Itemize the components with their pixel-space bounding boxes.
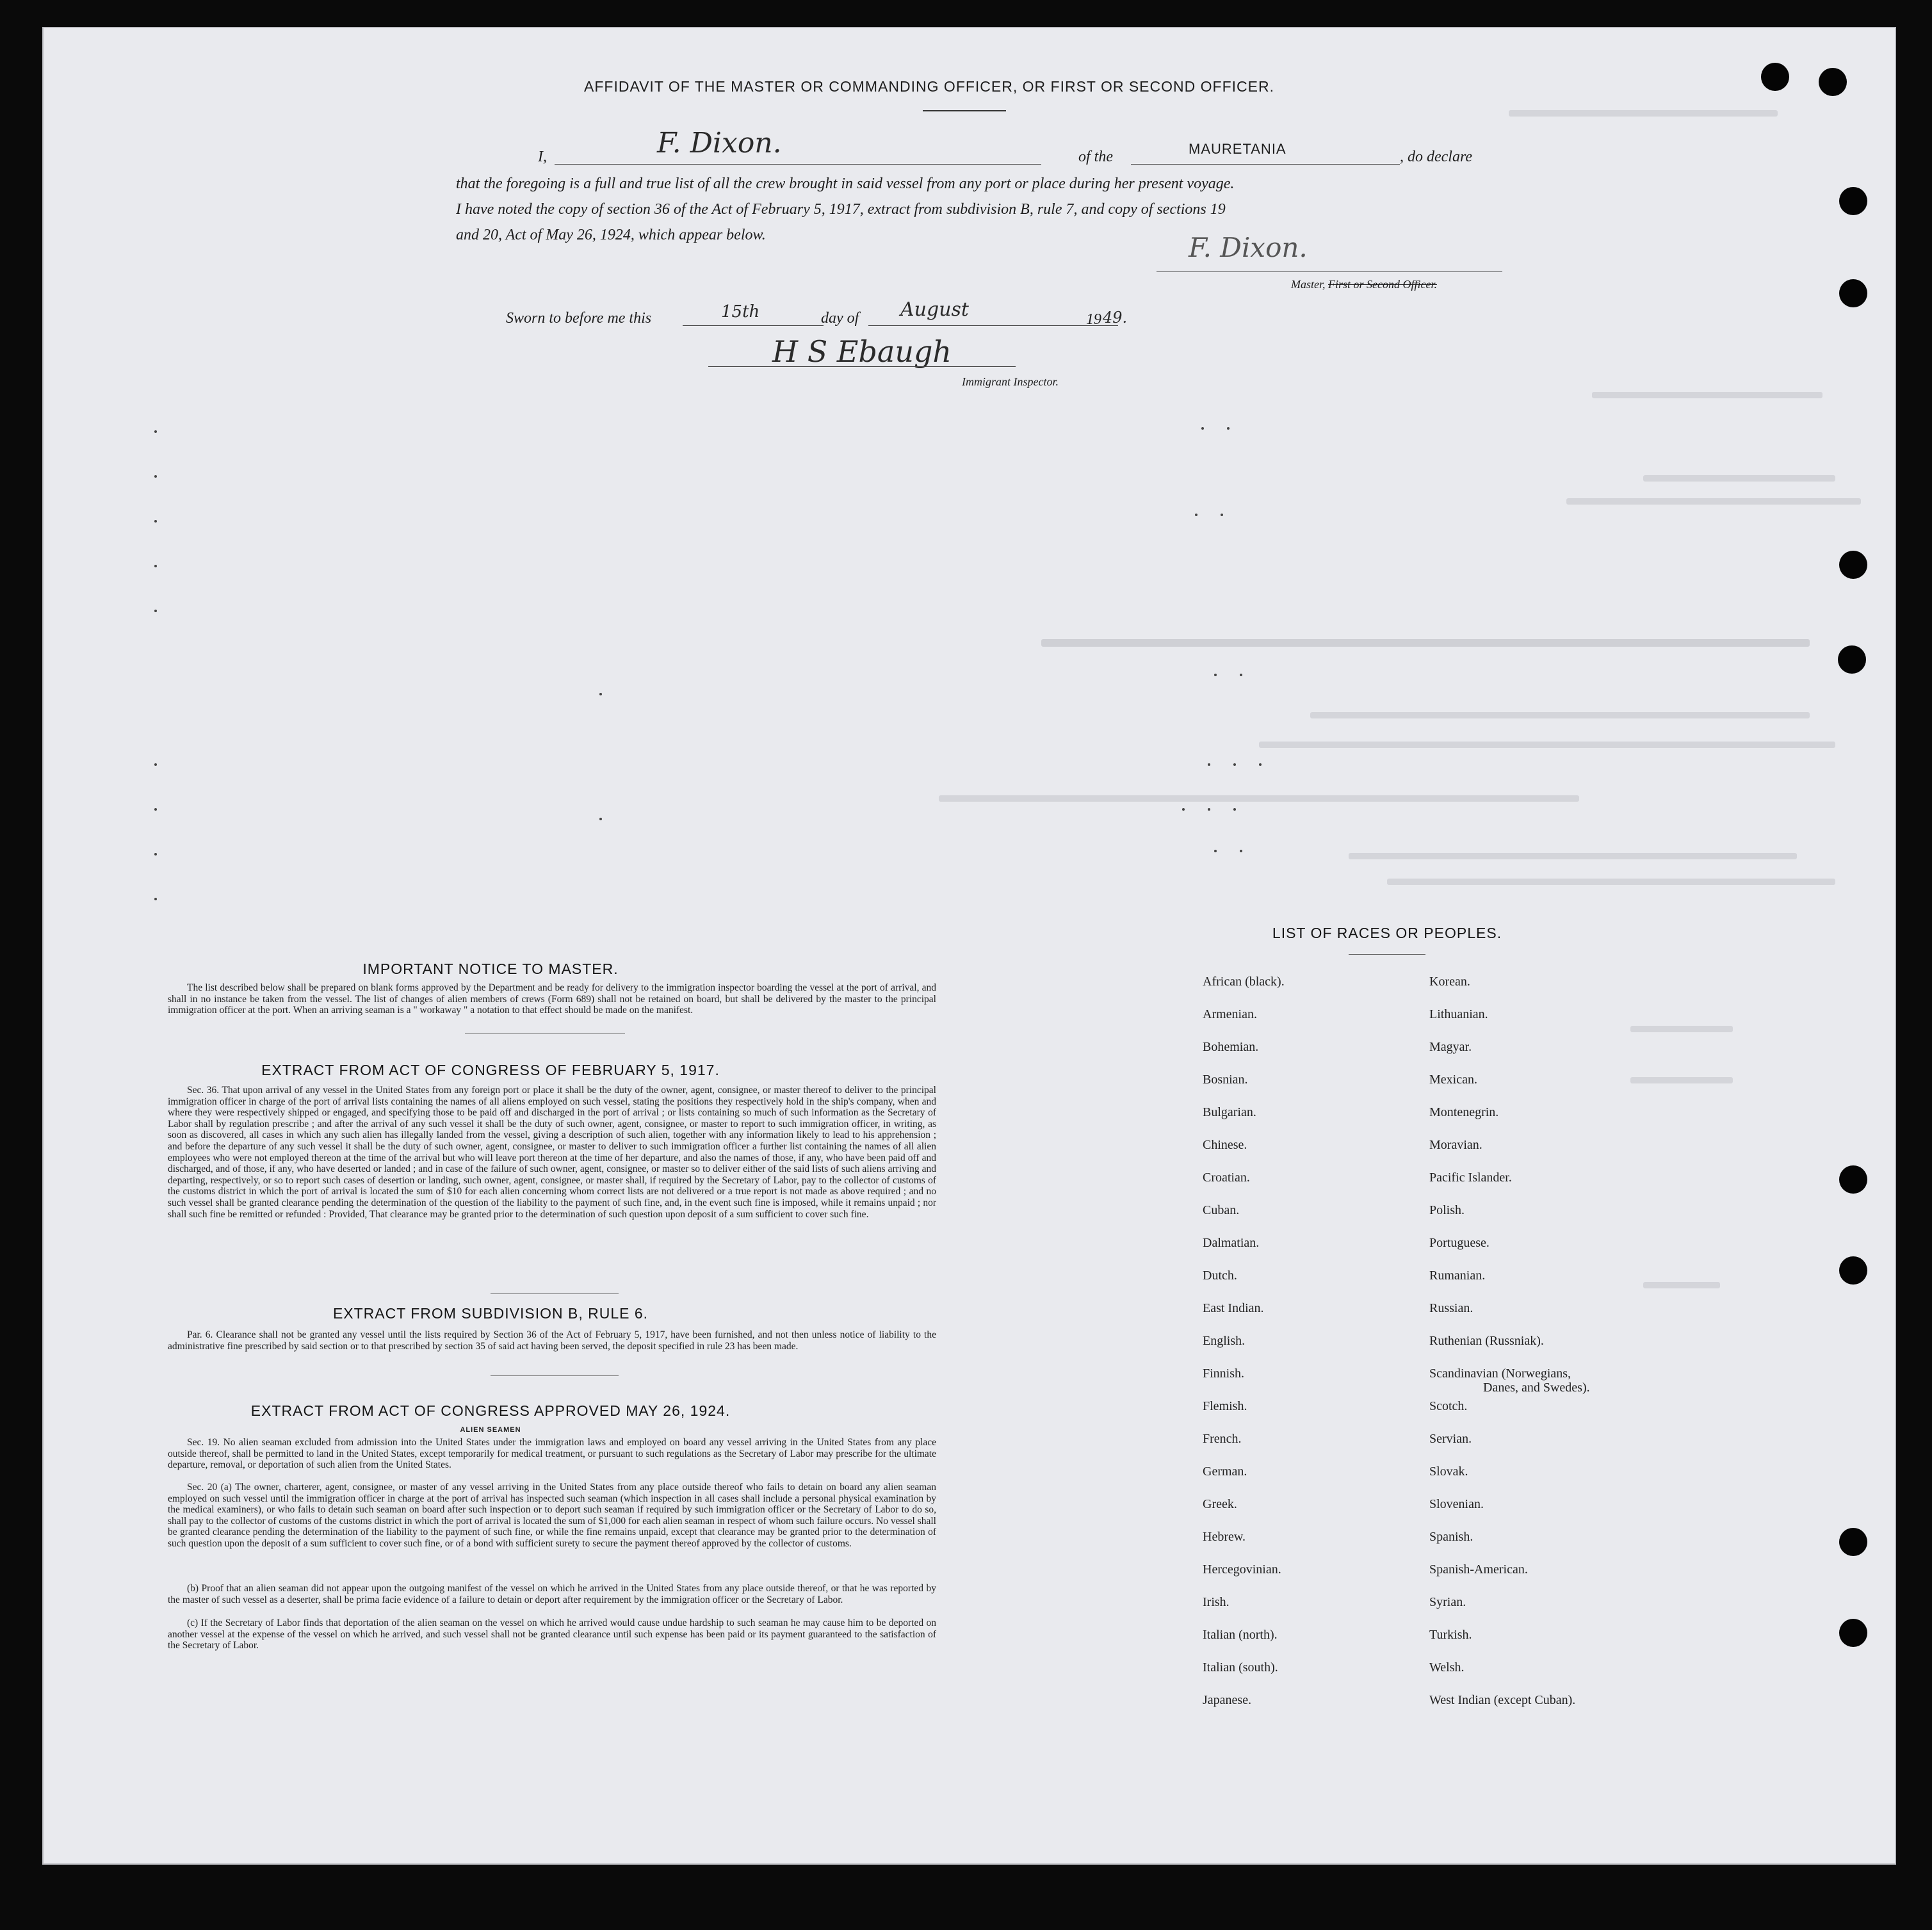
race-left-item: Hercegovinian.	[1203, 1562, 1281, 1577]
affidavit-title: AFFIDAVIT OF THE MASTER OR COMMANDING OFFICER, OR FIRST OR SECOND OFFICER.	[584, 78, 1274, 95]
race-left-item: East Indian.	[1203, 1301, 1264, 1315]
extract-1924-sec20b: (b) Proof that an alien seaman did not appear upon the outgoing manifest of the vessel on which he arrived in the United States from any place outside thereof, or that he was reported by the master of such vessel as a deserter, shall be prima facie evidence of a failure to detain or deport after requirement by the immigration officer or the Secretary of Labor.	[168, 1583, 936, 1605]
race-left-item: Irish.	[1203, 1595, 1230, 1609]
race-left-item: French.	[1203, 1432, 1242, 1446]
inspector-label: Immigrant Inspector.	[962, 375, 1059, 388]
sworn-month: August	[900, 298, 969, 321]
punch-hole	[1839, 187, 1867, 215]
race-left-item: Dalmatian.	[1203, 1236, 1260, 1250]
race-right-item: Slovak.	[1429, 1464, 1468, 1479]
race-left-item: Japanese.	[1203, 1693, 1252, 1707]
race-right-item: Slovenian.	[1429, 1497, 1484, 1511]
punch-hole	[1839, 1165, 1867, 1194]
extract-1924-sec19: Sec. 19. No alien seaman excluded from admission into the United States under the immigration laws and employed on board any vessel arriving in the United States from any place outside thereof, shall be permitted to land in the United States, except temporarily for medical treatment, or pursuant to such regulations as the Secretary of Labor may prescribe for the ultimate departure, removal, or deportation of such alien from the United States.	[168, 1437, 936, 1471]
race-left-item: Flemish.	[1203, 1399, 1247, 1413]
extract-1924-title: EXTRACT FROM ACT OF CONGRESS APPROVED MAY 26, 1924.	[250, 1402, 731, 1419]
race-left-item: Cuban.	[1203, 1203, 1240, 1217]
sworn-year-prefix: 19	[1086, 311, 1101, 328]
document-page	[42, 27, 1896, 1865]
race-left-item: Armenian.	[1203, 1007, 1257, 1021]
punch-hole	[1838, 645, 1866, 674]
name-line	[555, 164, 1041, 165]
race-right-item: Montenegrin.	[1429, 1105, 1499, 1119]
inspector-signature: H S Ebaugh	[772, 334, 952, 369]
punch-hole	[1761, 63, 1789, 91]
race-right-item: Welsh.	[1429, 1660, 1465, 1675]
vessel-name: MAURETANIA	[1189, 141, 1287, 157]
punch-hole	[1839, 1528, 1867, 1556]
day-of-label: day of	[821, 310, 859, 327]
race-left-item: Chinese.	[1203, 1138, 1247, 1152]
race-right-item: Servian.	[1429, 1432, 1472, 1446]
extract-1917-body: Sec. 36. That upon arrival of any vessel in the United States from any foreign port or place it shall be the duty of the owner, agent, consignee, or master thereof to deliver to the principal immigration officer in charge of the port of arrival lists containing the names of all aliens employed on such vessel, stating the positions they respectively hold in the ship's company, when and where they were respectively shipped or engaged, and specifying those to be paid off and discharged in the port of arrival ; or lists containing so much of such information as the Secretary of Labor shall by regulation prescribe ; and after the arrival of any such vessel it shall be the duty of such owner, agent, consignee, or master to report to such immigration officer, in writing, as soon as discovered, all cases in which any such alien has illegally landed from the vessel, giving a description of such alien, together with any information likely to lead to his apprehension ; and before the departure of any such vessel it shall be the duty of such owner, agent, consignee, or master to deliver to such immigration officer a further list containing the names of all alien employees who were not employed thereon at the time of the arrival but who will leave port thereon at the time of her departure, and also the names of those, if any, who have been paid off and discharged, and of those, if any, who have deserted or landed ; and in case of the failure of such owner, agent, consignee, or master so to deliver either of the said lists of such aliens arriving and departing, respectively, or so to report such cases of desertion or landing, such owner, agent, consignee, or master shall, if required by the Secretary of Labor, pay to the collector of customs of the customs district in which the port of arrival is located the sum of $10 for each alien concerning whom correct lists are not delivered or a true report is not made as above required ; and no such vessel shall be granted clearance pending the determination of the question of the liability to the payment of such fine, and, in the event such fine is imposed, while it remains unpaid ; nor shall such fine be remitted or refunded : Provided, That clearance may be granted prior to the determination of such question upon deposit of a sum sufficient to cover such fine.	[168, 1085, 936, 1220]
race-right-item: Spanish.	[1429, 1530, 1473, 1544]
race-right-item: Scotch.	[1429, 1399, 1468, 1413]
race-right-item: Pacific Islander.	[1429, 1171, 1512, 1185]
race-right-item: Lithuanian.	[1429, 1007, 1488, 1021]
race-left-item: Bosnian.	[1203, 1073, 1248, 1087]
extract-rule6-title: EXTRACT FROM SUBDIVISION B, RULE 6.	[332, 1305, 649, 1322]
of-the-label: of the	[1078, 149, 1113, 165]
races-title: LIST OF RACES OR PEOPLES.	[1272, 925, 1502, 941]
race-right-item: Mexican.	[1429, 1073, 1477, 1087]
race-right-item: Spanish-American.	[1429, 1562, 1528, 1577]
affidavit-line-2: that the foregoing is a full and true list of all the crew brought in said vessel from any port or place during her present voyage.	[456, 175, 1235, 192]
race-right-item: Portuguese.	[1429, 1236, 1490, 1250]
race-right-item: Magyar.	[1429, 1040, 1472, 1054]
affidavit-line-4: and 20, Act of May 26, 1924, which appear below.	[456, 227, 766, 243]
punch-hole	[1839, 551, 1867, 579]
race-left-item: Finnish.	[1203, 1366, 1245, 1381]
race-left-item: English.	[1203, 1334, 1246, 1348]
race-right-item: Turkish.	[1429, 1628, 1472, 1642]
sworn-month-line	[868, 325, 1118, 326]
notice-body: The list described below shall be prepared on blank forms approved by the Department and be ready for delivery to the immigration inspector boarding the vessel at the port of arrival, and shall in no instance be taken from the vessel. The list of changes of alien members of crews (Form 689) shall not be retained on board, but shall be delivered by the master to the principal immigration officer at the port. When an arriving seaman is a " workaway " a notation to that effect should be made on the manifest.	[168, 982, 936, 1016]
race-right-item: Rumanian.	[1429, 1269, 1486, 1283]
extract-1924-sec20a: Sec. 20 (a) The owner, charterer, agent, consignee, or master of any vessel arriving in the United States from any place outside thereof who fails to detain on board any alien seaman employed on such vessel until the immigration officer in charge at the port of arrival has inspected such seaman (which inspection in all cases shall include a personal physical examination by the medical examiners), or who fails to detain such seaman on board after such inspection or to deport such seaman if required by such immigration officer or the Secretary of Labor to do so, shall pay to the collector of customs of the customs district in which the port of arrival is located the sum of $1,000 for each alien seaman in respect of whom such failure occurs. No vessel shall be granted clearance pending the determination of the liability to the payment of such fine, or while the fine remains unpaid, except that clearance may be granted prior to the determination of such question upon the deposit of a sum sufficient to cover such fine, or of a bond with sufficient surety to secure the payment thereof approved by the collector of customs.	[168, 1482, 936, 1549]
race-right-item: Danes, and Swedes).	[1483, 1381, 1590, 1395]
race-left-item: African (black).	[1203, 975, 1285, 989]
extract-1924-subtitle: ALIEN SEAMEN	[460, 1426, 521, 1434]
notice-title: IMPORTANT NOTICE TO MASTER.	[362, 961, 619, 977]
race-left-item: Greek.	[1203, 1497, 1237, 1511]
extract-rule6-body: Par. 6. Clearance shall not be granted any vessel until the lists required by Section 36 of the Act of February 5, 1917, have been furnished, and not then unless notice of liability to the administrative fine prescribed by said section or to that prescribed by section 35 of said act having been served, the deposit specified in rule 23 has been made.	[168, 1329, 936, 1352]
race-right-item: Syrian.	[1429, 1595, 1466, 1609]
master-label	[1291, 278, 1437, 291]
sworn-prefix: Sworn to before me this	[506, 310, 652, 327]
master-label-struck: First or Second Officer.	[1328, 278, 1437, 291]
race-right-item: Polish.	[1429, 1203, 1465, 1217]
master-label-text: Master,	[1291, 278, 1326, 291]
sworn-day: 15th	[721, 302, 760, 321]
officer-signature: F. Dixon.	[657, 127, 782, 159]
races-underline	[1349, 954, 1425, 955]
title-underline	[923, 110, 1006, 111]
punch-hole	[1839, 279, 1867, 307]
affidavit-line-3: I have noted the copy of section 36 of the Act of February 5, 1917, extract from subdivision B, rule 7, and copy of sections 19	[456, 201, 1226, 218]
race-right-item: Ruthenian (Russniak).	[1429, 1334, 1544, 1348]
punch-hole	[1819, 68, 1847, 96]
race-left-item: Dutch.	[1203, 1269, 1237, 1283]
affidavit-i-label: I,	[538, 149, 547, 165]
vessel-line	[1131, 164, 1400, 165]
race-right-item: West Indian (except Cuban).	[1429, 1693, 1576, 1707]
divider-2	[491, 1293, 619, 1294]
race-left-item: Bulgarian.	[1203, 1105, 1256, 1119]
race-right-item: Moravian.	[1429, 1138, 1482, 1152]
race-left-item: Italian (north).	[1203, 1628, 1278, 1642]
master-signature: F. Dixon.	[1189, 232, 1308, 263]
extract-1917-title: EXTRACT FROM ACT OF CONGRESS OF FEBRUARY 5, 1917.	[261, 1062, 720, 1078]
race-left-item: Italian (south).	[1203, 1660, 1278, 1675]
do-declare-label: , do declare	[1400, 149, 1473, 165]
race-right-item: Russian.	[1429, 1301, 1473, 1315]
inspector-line	[708, 366, 1016, 367]
punch-hole	[1839, 1256, 1867, 1285]
race-left-item: Hebrew.	[1203, 1530, 1246, 1544]
race-left-item: German.	[1203, 1464, 1247, 1479]
race-right-item: Scandinavian (Norwegians,	[1429, 1366, 1571, 1381]
extract-1924-sec20c: (c) If the Secretary of Labor finds that deportation of the alien seaman on the vessel on which he arrived would cause undue hardship to such seaman he may cause him to be deported on another vessel at the expense of the vessel on which he arrived, and such vessel shall not be granted clearance until such expense has been paid or its payment guaranteed to the satisfaction of the Secretary of Labor.	[168, 1618, 936, 1651]
sworn-day-line	[683, 325, 824, 326]
race-right-item: Korean.	[1429, 975, 1470, 989]
divider-3	[491, 1375, 619, 1376]
race-left-item: Croatian.	[1203, 1171, 1250, 1185]
race-left-item: Bohemian.	[1203, 1040, 1259, 1054]
punch-hole	[1839, 1619, 1867, 1647]
sworn-year-suffix: 49.	[1103, 309, 1128, 327]
